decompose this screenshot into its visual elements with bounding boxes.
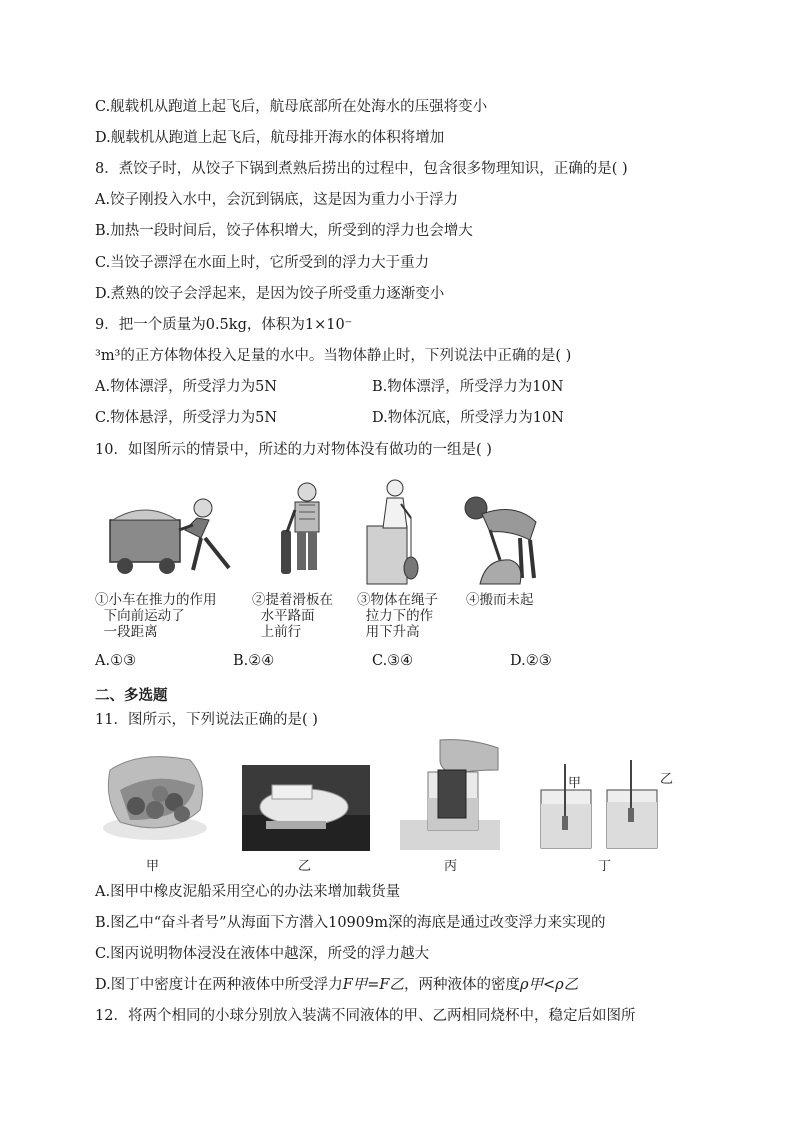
q11-option-d (95, 975, 578, 995)
fig-label-bing: 丙 (444, 859, 458, 874)
q10-stem: 10．如图所示的情景中，所述的力对物体没有做功的一组是( ) (95, 442, 492, 458)
fig-label-jia: 甲 (146, 859, 160, 874)
caption-1: ①小车在推力的作用 下向前运动了 一段距离 (95, 592, 217, 640)
section-heading: 二、多选题 (95, 688, 168, 704)
beaker-label-yi: 乙 (660, 772, 674, 787)
q10-option-b: B.②④ (233, 653, 275, 669)
q8-option-b: B.加热一段时间后，饺子体积增大，所受到的浮力也会增大 (95, 223, 473, 239)
q8-option-d: D.煮熟的饺子会浮起来，是因为饺子所受重力逐渐变小 (95, 286, 445, 302)
q7-option-d: D.舰载机从跑道上起飞后，航母排开海水的体积将增加 (95, 130, 445, 146)
fig-label-ding: 丁 (598, 859, 612, 874)
q9-option-d: D.物体沉底，所受浮力为10N (372, 410, 564, 426)
q11-d-text-2: ，两种液体的密度 (404, 977, 520, 993)
q11-option-c: C.图丙说明物体浸没在液体中越深，所受的浮力越大 (95, 946, 430, 962)
caption-2: ②提着滑板在 水平路面 上前行 (252, 592, 333, 640)
fig-label-yi: 乙 (298, 859, 312, 874)
q7-option-c: C.舰载机从跑道上起飞后，航母底部所在处海水的压强将变小 (95, 99, 488, 115)
q11-d-density-relation: ρ甲<ρ乙 (520, 977, 579, 993)
q11-option-a: A.图甲中橡皮泥船采用空心的办法来增加载货量 (95, 884, 401, 900)
caption-4: ④搬而未起 (466, 592, 534, 608)
q8-option-a: A.饺子刚投入水中，会沉到锅底，这是因为重力小于浮力 (95, 192, 459, 208)
boy-skateboard-illustration (275, 480, 335, 585)
q9-stem-line2: ³m³的正方体物体投入足量的水中。当物体静止时，下列说法中正确的是( ) (95, 348, 572, 364)
q11-option-b: B.图乙中“奋斗者号”从海面下方潜入10909m深的海底是通过改变浮力来实现的 (95, 915, 606, 931)
hydrometer-beakers-image (535, 760, 675, 850)
rope-lift-illustration (365, 478, 445, 586)
clay-boat-image (100, 750, 210, 845)
q9-option-a: A.物体漂浮，所受浮力为5N (95, 379, 277, 395)
pushing-cart-illustration (105, 480, 245, 580)
q10-option-d: D.②③ (510, 653, 552, 669)
q9-option-c: C.物体悬浮，所受浮力为5N (95, 410, 278, 426)
lift-rock-illustration (460, 492, 550, 586)
beaker-hand-image (400, 740, 500, 850)
caption-3: ③物体在绳子 拉力下的作 用下升高 (357, 592, 438, 640)
q9-stem-line1: 9．把一个质量为0.5kg，体积为1×10⁻ (95, 317, 353, 333)
q11-stem: 11．图所示，下列说法正确的是( ) (95, 712, 318, 728)
q8-option-c: C.当饺子漂浮在水面上时，它所受到的浮力大于重力 (95, 255, 430, 271)
beaker-label-jia: 甲 (568, 776, 582, 791)
q8-stem: 8．煮饺子时，从饺子下锅到煮熟后捞出的过程中，包含很多物理知识，正确的是( ) (95, 161, 628, 177)
q10-option-a: A.①③ (95, 653, 137, 669)
q10-option-c: C.③④ (372, 653, 414, 669)
submersible-image (242, 765, 370, 851)
q9-option-b: B.物体漂浮，所受浮力为10N (372, 379, 564, 395)
q11-d-force-relation: F甲=F乙 (342, 977, 404, 993)
q12-stem: 12．将两个相同的小球分别放入装满不同液体的甲、乙两相同烧杯中，稳定后如图所 (95, 1008, 636, 1024)
q11-d-text-1: D.图丁中密度计在两种液体中所受浮力 (95, 977, 343, 993)
